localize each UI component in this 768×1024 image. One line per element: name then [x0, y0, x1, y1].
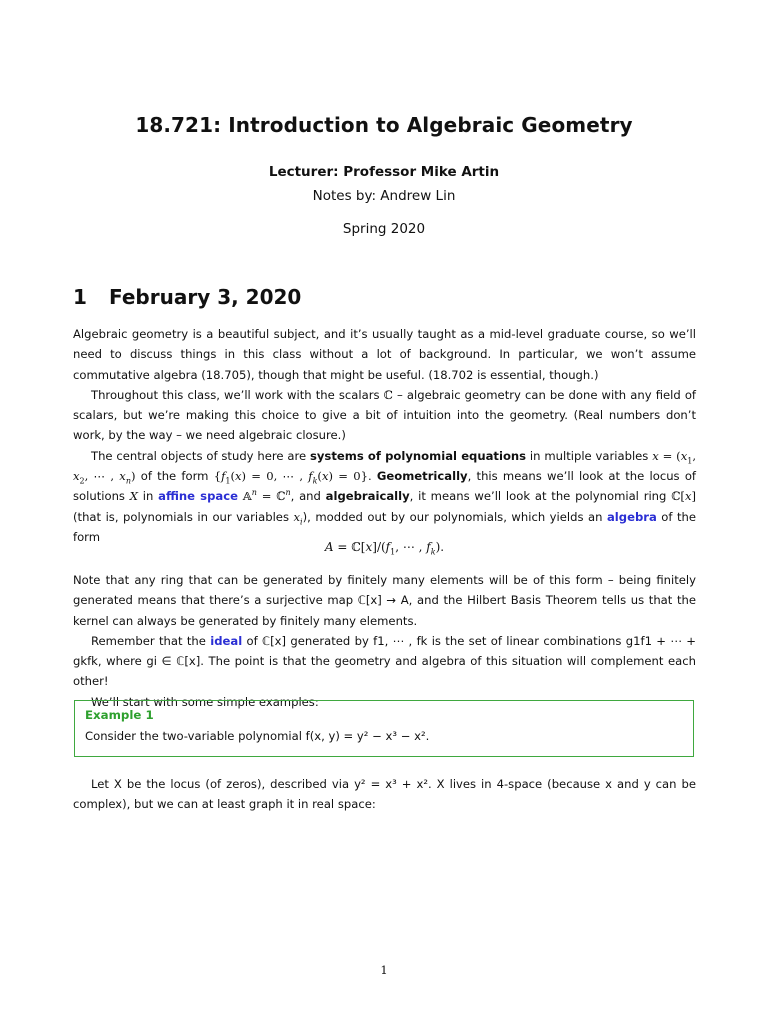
body-block-3: [73, 774, 696, 815]
p3-text-i: ), modded out by our polynomials, which yields an: [302, 509, 607, 524]
p3-math-affine: 𝔸$^n$ = ℂ$^n$: [242, 488, 291, 504]
complex-numbers-symbol: ℂ: [383, 387, 393, 402]
p5-text-a: Remember that the: [91, 633, 211, 648]
document-title: 18.721: Introduction to Algebraic Geometry: [135, 113, 633, 137]
p3-math-variables: $x = (x_1$, $x_2$, ⋯ , $x_n$): [73, 448, 697, 486]
paragraph-4: Note that any ring that can be generated by finitely many elements will be of this form – being finitely generated means that there’s a surjective map ℂ[x] → A, and the Hilbert Basis Theorem tells us that the kernel can always be generated by finitely many elements.: [73, 573, 696, 628]
p3-text-b: in multiple variables: [526, 448, 653, 463]
p3-math-system: {$f_1(x) = 0$, ⋯ , $f_k(x) = 0$}.: [213, 469, 377, 486]
link-affine-space[interactable]: affine space: [158, 489, 238, 504]
section-number: 1: [73, 285, 87, 309]
p3-bold-geometrically: Geometrically: [376, 469, 468, 484]
paragraph-7: Let X be the locus (of zeros), described via y² = x³ + x². X lives in 4-space (because x and y can be complex), but we can at least graph it in real space:: [73, 777, 696, 812]
paragraph-1: Algebraic geometry is a beautiful subject, and it’s usually taught as a mid-level graduate course, so we’ll need to discuss things in this class without a lot of background. In particular, we won’t assume commutative algebra (18.705), though that might be useful. (18.702 is essential, though.): [73, 327, 696, 382]
p3-text-j: of the form: [73, 509, 697, 544]
p2-text-b: – algebraic geometry can be done with any field of scalars, but we’re making this choice to give a bit of intuition into the geometry. (Real numbers don’t work, by the way – we need algebraic closure.): [73, 387, 696, 443]
body-block-2: [73, 570, 696, 712]
p3-text-d: , this means we’ll look at the locus of solutions: [73, 469, 696, 504]
p2-text-a: Throughout this class, we’ll work with the scalars: [91, 387, 384, 402]
notes-by-line: Notes by: Andrew Lin: [312, 188, 456, 204]
p3-math-xi: $x_i$: [293, 509, 303, 526]
p3-text-h: (that is, polynomials in our variables: [73, 509, 294, 524]
example-text: Consider the two-variable polynomial f(x, y) = y² − x³ − x².: [85, 729, 430, 743]
p3-text-g: , it means we’ll look at the polynomial ring: [409, 489, 672, 504]
body-block-1: [73, 324, 696, 547]
section-title: February 3, 2020: [109, 285, 302, 309]
paragraph-5: [73, 631, 696, 692]
p3-text-a: The central objects of study here are: [91, 448, 310, 463]
p3-math-X: X: [129, 489, 139, 504]
p3-text-f: , and: [290, 489, 326, 504]
link-algebra[interactable]: algebra: [606, 509, 657, 524]
p3-bold-algebraically: algebraically: [325, 489, 410, 504]
example-box: [74, 700, 694, 757]
link-ideal[interactable]: ideal: [210, 633, 243, 648]
p3-text-e: in: [138, 489, 159, 504]
example-heading: Example 1: [85, 708, 154, 722]
p3-math-ring: ℂ[x]: [671, 489, 697, 504]
paragraph-2: [73, 385, 696, 446]
paragraph-6: We’ll start with some simple examples:: [91, 694, 319, 709]
p3-bold-polynomial-systems: systems of polynomial equations: [309, 448, 527, 463]
paragraph-3: [73, 446, 696, 547]
p5-text-b: of ℂ[x] generated by f1, ⋯ , fk is the set of linear combinations g1f1 + ⋯ + gkfk, where gi ∈ ℂ[x]. The point is that the geometry and algebra of this situation will complement each other!: [73, 633, 696, 689]
section-heading: [73, 285, 301, 309]
p3-text-c: of the form: [135, 469, 214, 484]
display-equation: $A = ℂ[x]/(f_1$, ⋯ , $f_k$).: [324, 540, 445, 557]
page-number: 1: [380, 963, 388, 977]
term-line: Spring 2020: [342, 221, 426, 237]
lecturer-line: Lecturer: Professor Mike Artin: [268, 164, 500, 180]
